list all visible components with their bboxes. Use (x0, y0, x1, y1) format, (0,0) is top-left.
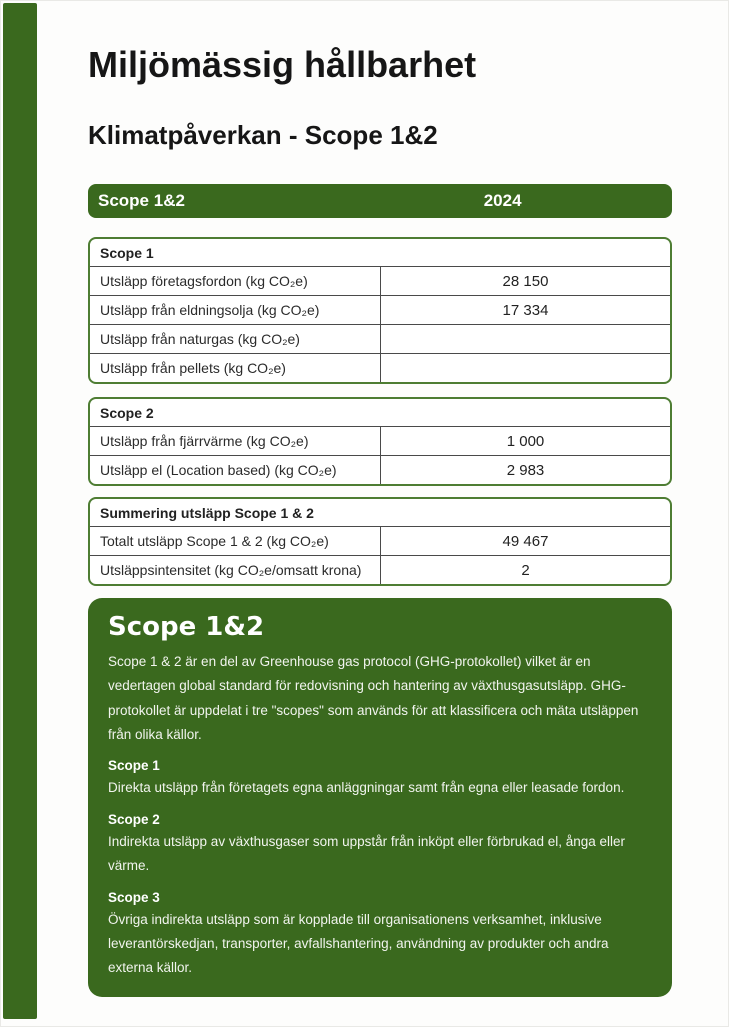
row-label: Utsläpp företagsfordon (kg CO₂e) (100, 273, 308, 289)
summary-table (88, 497, 672, 586)
scope-explanation-box (88, 598, 672, 997)
info-box-intro: Scope 1 & 2 är en del av Greenhouse gas protocol (GHG-protokollet) vilket är en vedertagen global standard för redovisning och hantering av växthusgasutsläpp. GHG-protokollet är uppdelat i tre "scopes" som används för att klassificera och mäta utsläppen från olika källor. (108, 654, 639, 742)
row-value: 1 000 (380, 427, 670, 455)
table-header: Scope 2 (90, 399, 670, 427)
row-value: 2 983 (380, 456, 670, 484)
row-value (380, 354, 670, 382)
table-row (90, 455, 670, 484)
row-value: 17 334 (380, 296, 670, 324)
row-label: Utsläpp el (Location based) (kg CO₂e) (100, 462, 337, 478)
row-label: Utsläpp från fjärrvärme (kg CO₂e) (100, 433, 309, 449)
table-header: Scope 1 (90, 239, 670, 267)
row-value (380, 325, 670, 353)
scope-bar-label: Scope 1&2 (98, 191, 185, 210)
section-text: Direkta utsläpp från företagets egna anläggningar samt från egna eller leasade fordon. (108, 780, 625, 796)
scope-year-header-bar (88, 184, 672, 218)
section-heading: Scope 2 (108, 811, 160, 827)
row-label: Utsläpp från naturgas (kg CO₂e) (100, 331, 300, 347)
section-heading: Scope 3 (108, 889, 160, 905)
info-section-scope3 (108, 888, 652, 981)
table-row (90, 555, 670, 584)
section-text: Övriga indirekta utsläpp som är kopplade till organisationens verksamhet, inklusive leverantörskedjan, transporter, avfallshantering, användning av produkter och andra externa källor. (108, 911, 609, 976)
table-row (90, 527, 670, 555)
table-header: Summering utsläpp Scope 1 & 2 (90, 499, 670, 527)
table-row (90, 295, 670, 324)
table-row (90, 267, 670, 295)
row-label: Utsläpp från eldningsolja (kg CO₂e) (100, 302, 320, 318)
row-value: 49 467 (380, 527, 670, 555)
section-text: Indirekta utsläpp av växthusgaser som uppstår från inköpt eller förbrukad el, ånga eller värme. (108, 833, 626, 874)
page-title: Miljömässig hållbarhet (88, 44, 477, 85)
row-label: Totalt utsläpp Scope 1 & 2 (kg CO₂e) (100, 533, 329, 549)
info-box-title: Scope 1&2 (108, 612, 265, 642)
info-section-scope1 (108, 756, 652, 801)
section-heading: Scope 1 (108, 758, 160, 774)
table-row (90, 324, 670, 353)
scope-bar-year: 2024 (483, 191, 522, 210)
page-subtitle: Klimatpåverkan - Scope 1&2 (88, 120, 438, 150)
row-value: 28 150 (380, 267, 670, 295)
table-row (90, 427, 670, 455)
scope2-table (88, 397, 672, 486)
table-row (90, 353, 670, 382)
scope1-table (88, 237, 672, 384)
info-section-scope2 (108, 810, 652, 879)
row-value: 2 (380, 556, 670, 584)
left-accent-stripe (3, 3, 37, 1019)
row-label: Utsläpp från pellets (kg CO₂e) (100, 360, 286, 376)
row-label: Utsläppsintensitet (kg CO₂e/omsatt krona) (100, 562, 362, 578)
